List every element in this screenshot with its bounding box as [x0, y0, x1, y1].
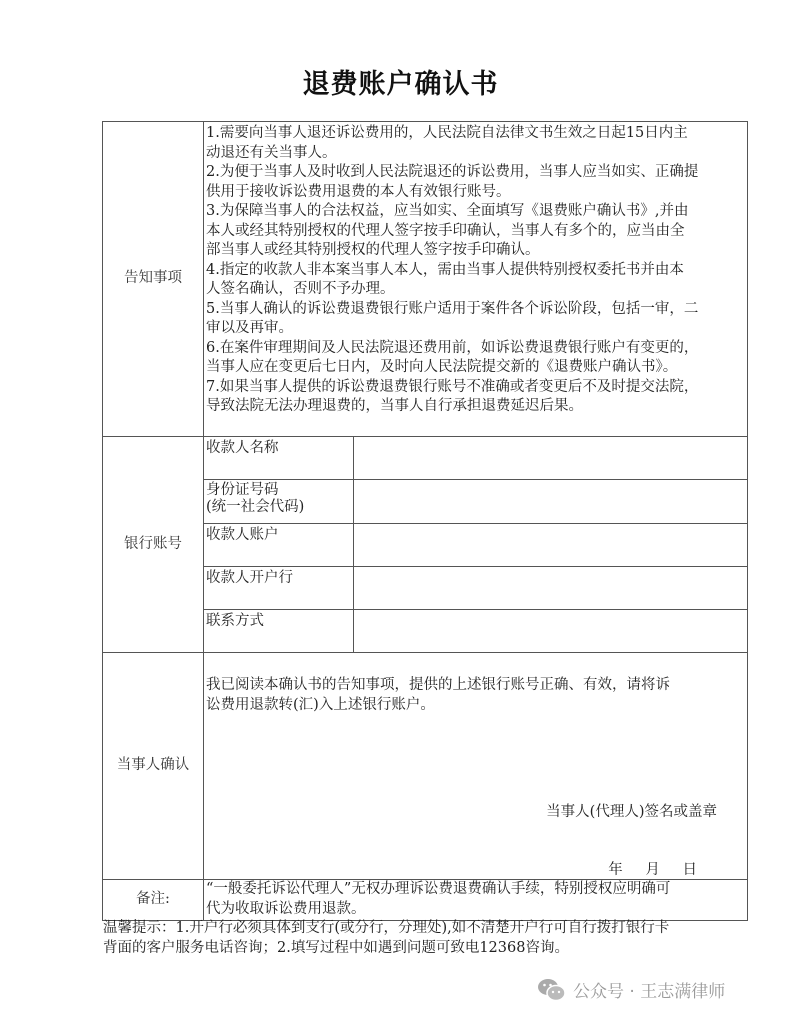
contact-label: 联系方式 [204, 610, 354, 653]
tips-line-1: 温馨提示：1.开户行必须具体到支行(或分行，分理处),如不清楚开户行可自行拨打银行卡 [103, 920, 670, 936]
confirm-label: 当事人确认 [103, 653, 204, 880]
remarks-label: 备注: [103, 880, 204, 921]
wechat-icon [537, 978, 567, 1002]
remarks-line-1: “一般委托诉讼代理人”无权办理诉讼费退费确认手续，特别授权应明确可 [206, 881, 671, 897]
notice-line: 本人或经其特别授权的代理人签字按手印确认，当事人有多个的，应当由全 [206, 222, 685, 239]
remarks-line-2: 代为收取诉讼费用退款。 [206, 900, 366, 917]
watermark [537, 977, 725, 1002]
notice-line: 1.需要向当事人退还诉讼费用的，人民法院自法律文书生效之日起15日内主 [206, 125, 688, 141]
notice-line: 供用于接收诉讼费用退费的本人有效银行账号。 [206, 183, 511, 200]
notice-label: 告知事项 [103, 122, 204, 437]
confirm-line-1: 我已阅读本确认书的告知事项，提供的上述银行账号正确、有效，请将诉 [206, 677, 670, 693]
notice-line: 6.在案件审理期间及人民法院退还费用前，如诉讼费退费银行账户有变更的， [206, 339, 699, 356]
remarks-content [204, 880, 748, 921]
remarks-row [103, 880, 748, 921]
notice-line: 3.为保障当事人的合法权益，应当如实、全面填写《退费账户确认书》,并由 [206, 203, 689, 219]
notice-line: 7.如果当事人提供的诉讼费退费银行账号不准确或者变更后不及时提交法院， [206, 378, 699, 395]
notice-row [103, 122, 748, 437]
notice-line: 部当事人或经其特别授权的代理人签字按手印确认。 [206, 242, 540, 258]
date-label: 年 月 日 [608, 862, 697, 878]
watermark-text: 公众号 · 王志满律师 [573, 982, 726, 1002]
signature-label: 当事人(代理人)签名或盖章 [546, 804, 717, 820]
notice-line: 动退还有关当事人。 [206, 144, 337, 161]
bank-account-label: 银行账号 [103, 437, 204, 653]
document-title: 退费账户确认书 [302, 69, 499, 100]
confirm-statement [206, 675, 726, 715]
payee-account-field[interactable] [354, 524, 748, 567]
confirm-line-2: 讼费用退款转(汇)入上述银行账户。 [206, 697, 435, 713]
notice-line: 当事人应在变更后七日内，及时向人民法院提交新的《退费账户确认书》。 [206, 359, 678, 375]
notice-line: 5.当事人确认的诉讼费退费银行账户适用于案件各个诉讼阶段，包括一审，二 [206, 300, 699, 317]
payee-bank-label: 收款人开户行 [204, 567, 354, 610]
payee-account-label: 收款人账户 [204, 524, 354, 567]
contact-field[interactable] [354, 610, 748, 653]
confirm-row [103, 653, 748, 880]
id-number-field[interactable] [354, 480, 748, 524]
notice-line: 人签名确认，否则不予办理。 [206, 281, 395, 297]
tips-line-2: 背面的客户服务电话咨询；2.填写过程中如遇到问题可致电12368咨询。 [103, 940, 569, 956]
notice-line: 4.指定的收款人非本案当事人本人，需由当事人提供特别授权委托书并由本 [206, 261, 684, 278]
bank-row-payee-name [103, 437, 748, 480]
notice-line: 审以及再审。 [206, 320, 293, 336]
refund-account-form [102, 121, 748, 921]
payee-name-field[interactable] [354, 437, 748, 480]
id-number-label [204, 480, 354, 524]
notice-content [204, 122, 748, 437]
notice-line: 导致法院无法办理退费的，当事人自行承担退费延迟后果。 [206, 398, 583, 414]
tips [103, 918, 783, 958]
payee-name-label: 收款人名称 [204, 437, 354, 480]
payee-bank-field[interactable] [354, 567, 748, 610]
confirm-content[interactable] [204, 653, 748, 880]
id-number-label-sub: (统一社会代码) [206, 499, 305, 515]
notice-line: 2.为便于当事人及时收到人民法院退还的诉讼费用，当事人应当如实、正确提 [206, 164, 699, 180]
id-number-label-main: 身份证号码 [206, 482, 279, 498]
